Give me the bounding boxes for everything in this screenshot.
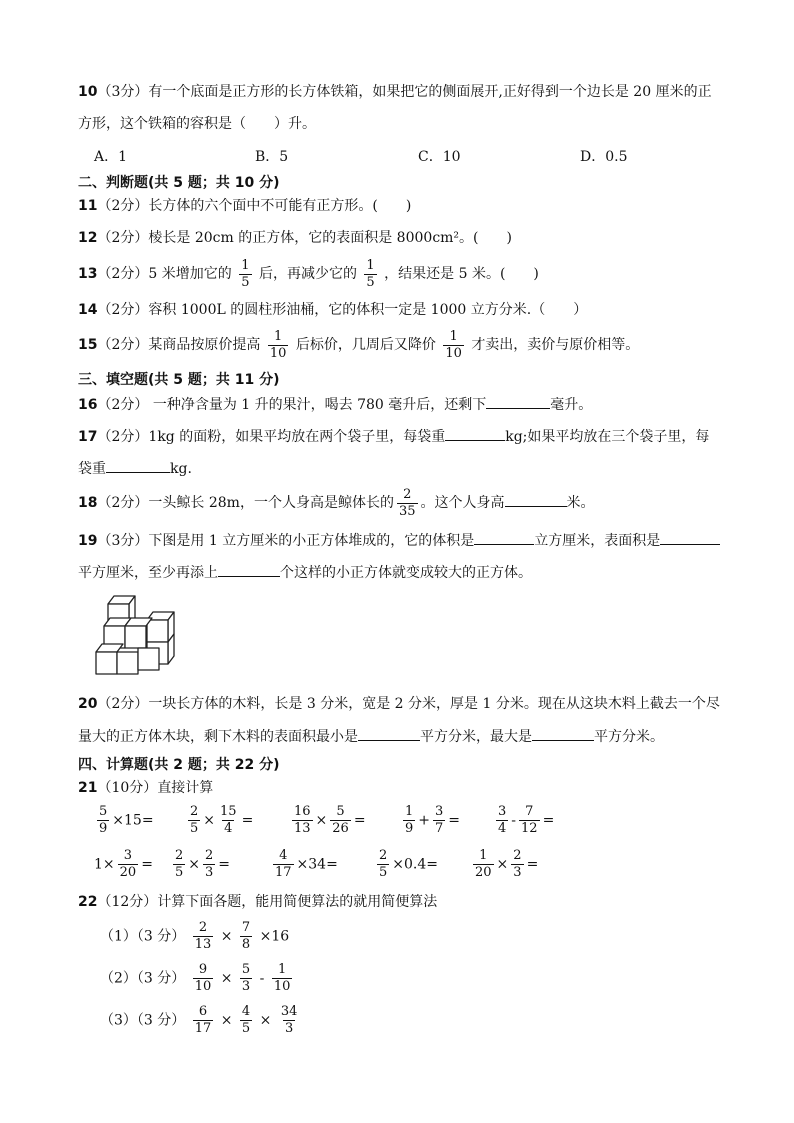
question-text: 后，再减少它的 xyxy=(258,266,357,282)
numerator: 1 xyxy=(277,962,287,977)
fraction xyxy=(272,962,293,995)
numerator: 5 xyxy=(336,804,345,819)
operator: × xyxy=(220,970,233,987)
question-text: 才卖出，卖价与原价相等。 xyxy=(471,337,640,353)
question-text: 有一个底面是正方形的长方体铁箱，如果把它的侧面展开,正好得到一个边长是 20 厘米的正 xyxy=(148,84,712,100)
denominator: 3 xyxy=(513,865,522,880)
calc-expression xyxy=(470,848,538,881)
denominator: 35 xyxy=(398,503,416,519)
denominator: 8 xyxy=(241,937,251,952)
question-number: 17 xyxy=(78,429,98,445)
question-number: 12 xyxy=(78,230,98,246)
subquestion-label: （1）（3 分） xyxy=(100,928,186,945)
answer-blank[interactable] xyxy=(660,530,720,545)
question-16 xyxy=(78,394,592,415)
denominator: 3 xyxy=(205,865,214,880)
operator: × xyxy=(259,1012,272,1029)
question-19 xyxy=(78,530,720,551)
numerator: 2 xyxy=(379,848,388,863)
numerator: 2 xyxy=(198,920,208,935)
question-points: （2分） xyxy=(97,198,149,214)
operator: ×34= xyxy=(296,856,338,873)
fraction xyxy=(193,1004,214,1037)
numerator: 15 xyxy=(220,804,237,819)
numerator: 1 xyxy=(405,804,414,819)
operator: = xyxy=(218,856,231,873)
calc-expression xyxy=(493,804,554,837)
numerator: 2 xyxy=(190,804,199,819)
operator: × xyxy=(220,928,233,945)
question-points: （12分） xyxy=(97,894,158,910)
denominator: 3 xyxy=(284,1021,294,1036)
fraction xyxy=(203,848,215,881)
option-c[interactable]: C．10 xyxy=(418,149,461,165)
option-b[interactable]: B．5 xyxy=(255,149,289,165)
operator: = xyxy=(526,856,539,873)
question-text: 一块长方体的木料，长是 3 分米，宽是 2 分米，厚是 1 分米。现在从这块木料上截去一个尽 xyxy=(148,696,720,712)
question-text: 。这个人身高 xyxy=(420,495,505,511)
option-d[interactable]: D．0.5 xyxy=(580,149,628,165)
numerator: 1 xyxy=(241,257,250,273)
fraction xyxy=(188,804,200,837)
section-heading-judgement: 二、判断题(共 5 题；共 10 分) xyxy=(78,175,280,191)
denominator: 10 xyxy=(194,979,212,994)
question-20 xyxy=(78,694,720,714)
question-text: 立方厘米，表面积是 xyxy=(534,533,661,549)
numerator: 3 xyxy=(435,804,444,819)
calc-expression xyxy=(170,848,230,881)
calc-subquestion-3 xyxy=(100,1004,302,1037)
answer-blank[interactable] xyxy=(218,562,280,577)
question-text: 下图是用 1 立方厘米的小正方体堆成的，它的体积是 xyxy=(148,533,475,549)
fraction xyxy=(473,848,494,881)
calc-expression xyxy=(94,804,154,837)
question-18 xyxy=(78,484,595,522)
numerator: 7 xyxy=(241,920,251,935)
question-text: 直接计算 xyxy=(157,780,214,796)
fraction xyxy=(240,920,252,953)
fraction xyxy=(273,848,294,881)
question-20-line2 xyxy=(78,726,664,747)
question-text: 棱长是 20cm 的正方体，它的表面积是 8000cm²。( ) xyxy=(148,230,512,246)
fraction xyxy=(97,804,109,837)
question-text: ，结果还是 5 米。( ) xyxy=(384,266,539,282)
numerator: 16 xyxy=(294,804,311,819)
fraction xyxy=(240,1004,252,1037)
question-text: 长方体的六个面中不可能有正方形。( ) xyxy=(148,198,412,214)
denominator: 5 xyxy=(241,1021,251,1036)
denominator: 5 xyxy=(379,865,388,880)
denominator: 10 xyxy=(273,979,291,994)
answer-blank[interactable] xyxy=(486,394,550,409)
calc-expression xyxy=(400,804,460,837)
denominator: 4 xyxy=(498,821,507,836)
question-22 xyxy=(78,892,437,912)
calc-expression xyxy=(289,804,366,837)
operator: = xyxy=(353,812,366,829)
operator: = xyxy=(542,812,555,829)
fraction xyxy=(443,329,464,362)
question-number: 13 xyxy=(78,266,98,282)
question-text: 毫升。 xyxy=(550,397,593,413)
fraction xyxy=(118,848,139,881)
calc-expression xyxy=(185,804,253,837)
answer-blank[interactable] xyxy=(505,492,567,507)
denominator: 10 xyxy=(445,345,462,361)
question-text: 平方分米，最大是 xyxy=(420,729,532,745)
denominator: 17 xyxy=(194,1021,212,1036)
question-number: 11 xyxy=(78,198,98,214)
numerator: 4 xyxy=(279,848,288,863)
fraction xyxy=(403,804,415,837)
calc-expression xyxy=(94,848,153,881)
fraction xyxy=(268,329,289,362)
question-text: 1kg 的面粉，如果平均放在两个袋子里，每袋重 xyxy=(148,429,446,445)
question-points: （2分） xyxy=(97,696,149,712)
numerator: 3 xyxy=(123,848,133,863)
question-text: 后标价，几周后又降价 xyxy=(295,337,436,353)
denominator: 5 xyxy=(175,865,184,880)
cube-face xyxy=(147,620,168,642)
numerator: 6 xyxy=(198,1004,208,1019)
numerator: 2 xyxy=(205,848,214,863)
question-11 xyxy=(78,196,411,216)
question-13 xyxy=(78,256,539,292)
denominator: 7 xyxy=(435,821,444,836)
denominator: 20 xyxy=(475,865,492,880)
section-heading-fill-in: 三、填空题(共 5 题；共 11 分) xyxy=(78,372,280,388)
denominator: 5 xyxy=(190,821,199,836)
question-points: （3分） xyxy=(97,533,149,549)
denominator: 26 xyxy=(332,821,349,836)
question-points: （2分） xyxy=(97,429,149,445)
operand: 1× xyxy=(94,856,115,873)
operator: × xyxy=(220,1012,233,1029)
answer-blank[interactable] xyxy=(358,726,420,741)
question-10 xyxy=(78,82,712,102)
section-heading-calculation: 四、计算题(共 2 题；共 22 分) xyxy=(78,757,280,773)
fraction xyxy=(496,804,508,837)
question-17-line2 xyxy=(78,458,192,479)
answer-blank[interactable] xyxy=(532,726,594,741)
numerator: 5 xyxy=(99,804,108,819)
denominator: 20 xyxy=(119,865,137,880)
fraction xyxy=(377,848,389,881)
fraction xyxy=(240,962,252,995)
question-text: 个这样的小正方体就变成较大的正方体。 xyxy=(280,565,532,581)
question-number: 18 xyxy=(78,495,98,511)
question-number: 15 xyxy=(78,337,98,353)
operator: = xyxy=(448,812,461,829)
operator: ×16 xyxy=(259,928,290,945)
calc-subquestion-1 xyxy=(100,920,289,953)
question-text: 一种净含量为 1 升的果汁，喝去 780 毫升后，还剩下 xyxy=(148,397,487,413)
question-text: 容积 1000L 的圆柱形油桶，它的体积一定是 1000 立方分米.（ ） xyxy=(148,302,588,318)
operator: = xyxy=(141,856,153,873)
operator: + xyxy=(418,812,431,829)
fraction xyxy=(292,804,313,837)
fraction xyxy=(279,1004,300,1037)
fraction xyxy=(330,804,351,837)
denominator: 9 xyxy=(405,821,414,836)
question-10-line2: 方形，这个铁箱的容积是（ ）升。 xyxy=(78,116,316,132)
cube-face xyxy=(117,652,138,674)
question-21 xyxy=(78,778,213,798)
operator: ×15= xyxy=(112,812,154,829)
calc-expression xyxy=(270,848,338,881)
operator: × xyxy=(315,812,328,829)
question-15 xyxy=(78,326,639,364)
question-number: 10 xyxy=(78,84,98,100)
fraction xyxy=(397,487,418,520)
question-number: 22 xyxy=(78,894,98,910)
calc-expression xyxy=(374,848,438,881)
numerator: 34 xyxy=(280,1004,298,1019)
question-number: 20 xyxy=(78,696,98,712)
question-number: 16 xyxy=(78,397,98,413)
question-number: 14 xyxy=(78,302,98,318)
numerator: 1 xyxy=(449,328,458,344)
question-number: 19 xyxy=(78,533,98,549)
question-points: （2分） xyxy=(97,337,149,353)
question-points: （2分） xyxy=(97,397,149,413)
question-text: 米。 xyxy=(566,495,595,511)
question-text: 5 米增加它的 xyxy=(148,266,232,282)
question-14 xyxy=(78,300,587,320)
fraction xyxy=(173,848,185,881)
denominator: 4 xyxy=(224,821,233,836)
numerator: 9 xyxy=(198,962,208,977)
answer-blank[interactable] xyxy=(106,458,170,473)
question-17 xyxy=(78,426,709,447)
question-number: 21 xyxy=(78,780,98,796)
option-a[interactable]: A．1 xyxy=(94,149,128,165)
question-text: 量大的正方体木块，剩下木料的表面积最小是 xyxy=(78,729,358,745)
numerator: 1 xyxy=(479,848,488,863)
cube-face xyxy=(125,626,146,648)
question-points: （2分） xyxy=(97,266,149,282)
operator: × xyxy=(496,856,509,873)
operator: × xyxy=(188,856,201,873)
question-12 xyxy=(78,228,512,248)
denominator: 5 xyxy=(241,274,250,290)
operator: - xyxy=(259,970,265,987)
subquestion-label: （2）（3 分） xyxy=(100,970,186,987)
question-points: （10分） xyxy=(97,780,158,796)
denominator: 13 xyxy=(294,821,311,836)
cube-face xyxy=(138,648,159,670)
fraction xyxy=(511,848,523,881)
subquestion-label: （3）（3 分） xyxy=(100,1012,186,1029)
question-19-line2 xyxy=(78,562,532,583)
numerator: 7 xyxy=(525,804,534,819)
fraction xyxy=(193,962,214,995)
question-text: 袋重 xyxy=(78,461,106,477)
cube-face xyxy=(96,644,123,652)
question-text: kg. xyxy=(170,461,192,477)
numerator: 5 xyxy=(241,962,251,977)
numerator: 1 xyxy=(366,257,375,273)
question-text: 某商品按原价提高 xyxy=(148,337,261,353)
denominator: 13 xyxy=(194,937,212,952)
question-text: 一头鲸长 28m，一个人身高是鲸体长的 xyxy=(148,495,394,511)
denominator: 17 xyxy=(275,865,292,880)
fraction xyxy=(218,804,239,837)
question-points: （3分） xyxy=(97,84,149,100)
cube-stack-figure xyxy=(92,590,182,682)
question-text: kg;如果平均放在三个袋子里，每 xyxy=(505,429,710,445)
numerator: 4 xyxy=(241,1004,251,1019)
denominator: 3 xyxy=(241,979,251,994)
fraction xyxy=(433,804,445,837)
numerator: 2 xyxy=(175,848,184,863)
denominator: 5 xyxy=(366,274,375,290)
numerator: 1 xyxy=(273,328,283,344)
operator: ×0.4= xyxy=(392,856,439,873)
question-text: 计算下面各题，能用简便算法的就用简便算法 xyxy=(157,894,438,910)
operator: = xyxy=(241,812,254,829)
operator: × xyxy=(203,812,216,829)
numerator: 3 xyxy=(498,804,507,819)
denominator: 10 xyxy=(269,345,287,361)
denominator: 12 xyxy=(521,821,538,836)
fraction xyxy=(519,804,540,837)
answer-blank[interactable] xyxy=(445,426,505,441)
question-points: （2分） xyxy=(97,302,149,318)
numerator: 2 xyxy=(513,848,522,863)
fraction xyxy=(364,258,376,291)
cube-face xyxy=(96,652,117,674)
question-text: 平方厘米，至少再添上 xyxy=(78,565,218,581)
denominator: 9 xyxy=(99,821,108,836)
question-points: （2分） xyxy=(97,230,149,246)
numerator: 2 xyxy=(403,486,412,502)
fraction xyxy=(193,920,214,953)
question-text: 平方分米。 xyxy=(594,729,664,745)
calc-subquestion-2 xyxy=(100,962,295,995)
answer-blank[interactable] xyxy=(474,530,534,545)
operator: - xyxy=(511,812,517,829)
fraction xyxy=(239,258,251,291)
question-points: （2分） xyxy=(97,495,149,511)
